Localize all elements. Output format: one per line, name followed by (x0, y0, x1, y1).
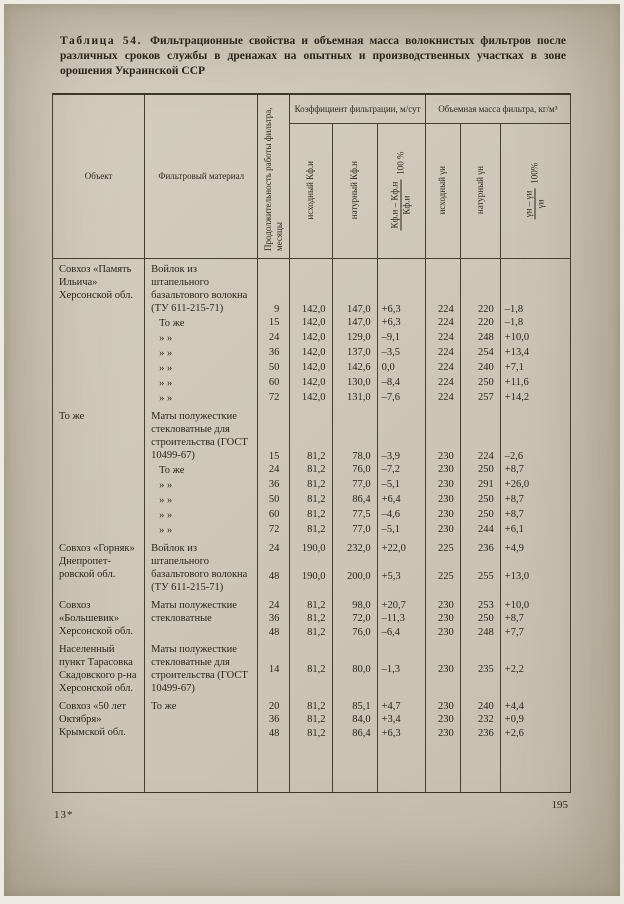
cell-gp: +2,6 (500, 727, 570, 740)
spacer-row (53, 740, 571, 793)
kf-delta-denominator: Кф.и (401, 195, 412, 215)
cell-material-ditto: » » (145, 523, 258, 538)
cell-gp: +4,4 (500, 696, 570, 713)
kf-delta-factor: 100 % (395, 151, 406, 175)
mass-initial-rotated-label: исходный γи (437, 165, 448, 214)
spacer-cell (332, 740, 377, 793)
cell-gp: –1,8 (500, 316, 570, 331)
cell-months: 36 (258, 346, 290, 361)
spacer-cell (290, 740, 332, 793)
cell-kfn: 77,5 (332, 508, 377, 523)
cell-object: Населенный пункт Тарасовка Скадовского р-на Херсонской обл. (53, 639, 145, 696)
spacer-cell (425, 740, 460, 793)
page-number: 195 (551, 799, 568, 811)
kf-initial-rotated-label: исходный Кф.и (305, 160, 316, 219)
cell-kfp: +4,7 (377, 696, 425, 713)
cell-gi: 230 (425, 696, 460, 713)
cell-months: 72 (258, 391, 290, 406)
cell-gn: 220 (460, 316, 500, 331)
cell-gn: 291 (460, 478, 500, 493)
spacer-cell (377, 740, 425, 793)
cell-kfi: 142,0 (290, 331, 332, 346)
cell-object: Совхоз «Память Ильича» Херсонской обл. (53, 259, 145, 407)
cell-kfp: –8,4 (377, 376, 425, 391)
table-body (53, 259, 571, 793)
cell-gi: 230 (425, 463, 460, 478)
cell-kfp: –3,9 (377, 406, 425, 463)
cell-months: 48 (258, 570, 290, 595)
cell-gp: +13,0 (500, 570, 570, 595)
cell-gn: 254 (460, 346, 500, 361)
spacer-cell (145, 740, 258, 793)
cell-kfi: 142,0 (290, 376, 332, 391)
cell-gi: 230 (425, 493, 460, 508)
cell-gi: 225 (425, 570, 460, 595)
col-header-mass-group: Объемная масса фильтра, кг/м³ (425, 94, 570, 124)
cell-gn: 244 (460, 523, 500, 538)
cell-kfn: 86,4 (332, 727, 377, 740)
page-footer (54, 799, 568, 821)
cell-kfn: 85,1 (332, 696, 377, 713)
cell-months: 48 (258, 727, 290, 740)
cell-material: Войлок из штапельного базальтового волокна (ТУ 611-215-71) (145, 538, 258, 595)
cell-gp: +8,7 (500, 463, 570, 478)
duration-rotated-label: Продолжительность работы фильтра, месяцы (262, 107, 284, 252)
cell-object: То же (53, 406, 145, 538)
cell-kfn: 86,4 (332, 493, 377, 508)
cell-months: 15 (258, 406, 290, 463)
cell-gi: 230 (425, 523, 460, 538)
col-header-kf-natural (332, 124, 377, 259)
cell-gi: 224 (425, 259, 460, 317)
signature-mark: 13* (54, 809, 74, 821)
cell-gp: +7,1 (500, 361, 570, 376)
cell-gi: 230 (425, 639, 460, 696)
cell-kfi: 190,0 (290, 538, 332, 570)
cell-gn: 236 (460, 538, 500, 570)
cell-kfp: –1,3 (377, 639, 425, 696)
cell-material-ditto: То же (145, 463, 258, 478)
cell-kfn: 200,0 (332, 570, 377, 595)
cell-gi: 224 (425, 331, 460, 346)
table-row (53, 406, 571, 463)
cell-material-ditto: » » (145, 478, 258, 493)
mass-delta-numerator: γн – γи (523, 190, 534, 218)
col-header-mass-delta (500, 124, 570, 259)
scanned-book-page (4, 4, 620, 896)
cell-gp: +11,6 (500, 376, 570, 391)
kf-delta-fraction (390, 151, 413, 230)
mass-delta-denominator: γи (535, 199, 546, 209)
cell-kfn: 80,0 (332, 639, 377, 696)
cell-kfi: 190,0 (290, 570, 332, 595)
cell-gn: 248 (460, 626, 500, 639)
cell-months: 15 (258, 316, 290, 331)
kf-delta-numerator: Кф.и – Кф.н (389, 181, 400, 229)
cell-months: 20 (258, 696, 290, 713)
cell-months: 50 (258, 493, 290, 508)
table-row (53, 538, 571, 570)
cell-gn: 250 (460, 508, 500, 523)
cell-gp: +13,4 (500, 346, 570, 361)
cell-gn: 255 (460, 570, 500, 595)
cell-months: 24 (258, 463, 290, 478)
cell-kfi: 81,2 (290, 493, 332, 508)
cell-months: 36 (258, 612, 290, 625)
cell-kfi: 81,2 (290, 508, 332, 523)
cell-kfi: 81,2 (290, 478, 332, 493)
cell-kfn: 147,0 (332, 316, 377, 331)
data-table (52, 93, 571, 793)
cell-gn: 224 (460, 406, 500, 463)
col-header-kf-group: Коэффициент фильтрации, м/сут (290, 94, 425, 124)
table-caption: Фильтрационные свойства и объемная масса волокнистых фильтров после различных сроков службы в дренажах на опытных и производственных участках в зоне орошения Украинской ССР (60, 35, 566, 77)
cell-material: То же (145, 696, 258, 740)
cell-gp: +6,1 (500, 523, 570, 538)
cell-gn: 235 (460, 639, 500, 696)
cell-gn: 240 (460, 696, 500, 713)
cell-kfn: 77,0 (332, 523, 377, 538)
cell-material: Маты полужесткие стекловатные для строительства (ГОСТ 10499-67) (145, 639, 258, 696)
cell-gp: +8,7 (500, 612, 570, 625)
cell-gp: +10,0 (500, 595, 570, 612)
cell-kfp: –7,2 (377, 463, 425, 478)
table-row (53, 639, 571, 696)
cell-months: 60 (258, 376, 290, 391)
cell-gi: 230 (425, 727, 460, 740)
cell-kfi: 81,2 (290, 639, 332, 696)
cell-months: 48 (258, 626, 290, 639)
cell-gn: 257 (460, 391, 500, 406)
cell-gn: 250 (460, 376, 500, 391)
spacer-cell (500, 740, 570, 793)
cell-gn: 250 (460, 612, 500, 625)
cell-kfi: 142,0 (290, 361, 332, 376)
cell-gp: –2,6 (500, 406, 570, 463)
cell-gn: 240 (460, 361, 500, 376)
spacer-cell (258, 740, 290, 793)
cell-kfn: 130,0 (332, 376, 377, 391)
cell-material: Маты полужесткие стекловатные для строительства (ГОСТ 10499-67) (145, 406, 258, 463)
cell-material-ditto: » » (145, 331, 258, 346)
cell-months: 24 (258, 595, 290, 612)
mass-delta-fraction (524, 163, 547, 220)
col-header-mass-initial (425, 124, 460, 259)
cell-kfp: +6,3 (377, 727, 425, 740)
cell-months: 24 (258, 331, 290, 346)
cell-gp: +0,9 (500, 713, 570, 726)
cell-material: Маты полужесткие стекловатные (145, 595, 258, 639)
cell-gp: +8,7 (500, 508, 570, 523)
cell-material-ditto: » » (145, 391, 258, 406)
cell-kfn: 98,0 (332, 595, 377, 612)
cell-gn: 253 (460, 595, 500, 612)
cell-kfn: 76,0 (332, 626, 377, 639)
col-header-material: Фильтровый материал (145, 94, 258, 259)
cell-months: 14 (258, 639, 290, 696)
cell-kfi: 81,2 (290, 612, 332, 625)
cell-kfp: +20,7 (377, 595, 425, 612)
cell-gp: +4,9 (500, 538, 570, 570)
spacer-cell (460, 740, 500, 793)
cell-kfp: –7,6 (377, 391, 425, 406)
table-title (60, 34, 566, 79)
cell-gi: 225 (425, 538, 460, 570)
table-row (53, 259, 571, 317)
cell-kfn: 76,0 (332, 463, 377, 478)
cell-gn: 232 (460, 713, 500, 726)
cell-kfi: 81,2 (290, 713, 332, 726)
spacer-cell (53, 740, 145, 793)
cell-gi: 230 (425, 478, 460, 493)
col-header-object: Объект (53, 94, 145, 259)
cell-material-ditto: » » (145, 493, 258, 508)
cell-kfn: 131,0 (332, 391, 377, 406)
cell-kfp: 0,0 (377, 361, 425, 376)
cell-kfi: 81,2 (290, 406, 332, 463)
cell-gi: 224 (425, 361, 460, 376)
cell-months: 36 (258, 478, 290, 493)
cell-kfn: 84,0 (332, 713, 377, 726)
col-header-kf-initial (290, 124, 332, 259)
cell-months: 72 (258, 523, 290, 538)
cell-months: 36 (258, 713, 290, 726)
cell-kfn: 147,0 (332, 259, 377, 317)
cell-gp: +14,2 (500, 391, 570, 406)
cell-kfn: 232,0 (332, 538, 377, 570)
cell-kfi: 142,0 (290, 391, 332, 406)
table-header (53, 94, 571, 259)
cell-kfn: 129,0 (332, 331, 377, 346)
cell-kfn: 137,0 (332, 346, 377, 361)
table-number: Таблица 54. (60, 35, 143, 47)
cell-gp: +7,7 (500, 626, 570, 639)
cell-material-ditto: » » (145, 508, 258, 523)
cell-gp: +2,2 (500, 639, 570, 696)
cell-months: 50 (258, 361, 290, 376)
cell-gi: 224 (425, 346, 460, 361)
cell-gn: 250 (460, 493, 500, 508)
cell-gi: 230 (425, 406, 460, 463)
cell-gp: +8,7 (500, 493, 570, 508)
cell-material: Войлок из штапельного базальтового волокна (ТУ 611-215-71) (145, 259, 258, 317)
cell-object: Совхоз «Горняк» Днепропетровской обл. (53, 538, 145, 595)
cell-kfi: 81,2 (290, 626, 332, 639)
col-header-duration (258, 94, 290, 259)
col-header-mass-natural (460, 124, 500, 259)
cell-kfp: +6,3 (377, 259, 425, 317)
cell-kfi: 81,2 (290, 595, 332, 612)
cell-kfp: –5,1 (377, 478, 425, 493)
mass-delta-factor: 100% (530, 162, 541, 184)
cell-gp: +10,0 (500, 331, 570, 346)
cell-kfp: +6,3 (377, 316, 425, 331)
mass-natural-rotated-label: натурный γн (474, 165, 485, 214)
cell-kfi: 142,0 (290, 259, 332, 317)
cell-material-ditto: » » (145, 376, 258, 391)
cell-kfi: 81,2 (290, 463, 332, 478)
kf-natural-rotated-label: натурный Кф.н (349, 160, 360, 219)
cell-gi: 230 (425, 612, 460, 625)
col-header-kf-delta (377, 124, 425, 259)
cell-months: 60 (258, 508, 290, 523)
table-row (53, 696, 571, 713)
cell-kfn: 72,0 (332, 612, 377, 625)
cell-kfp: –5,1 (377, 523, 425, 538)
table-row (53, 595, 571, 612)
cell-kfp: –3,5 (377, 346, 425, 361)
cell-kfp: –9,1 (377, 331, 425, 346)
cell-gi: 230 (425, 713, 460, 726)
cell-gi: 224 (425, 316, 460, 331)
cell-gi: 224 (425, 391, 460, 406)
cell-kfi: 81,2 (290, 727, 332, 740)
cell-object: Совхоз «Большевик» Херсонской обл. (53, 595, 145, 639)
cell-gi: 230 (425, 626, 460, 639)
cell-months: 9 (258, 259, 290, 317)
cell-kfp: –6,4 (377, 626, 425, 639)
cell-kfn: 78,0 (332, 406, 377, 463)
cell-gn: 236 (460, 727, 500, 740)
cell-kfp: +3,4 (377, 713, 425, 726)
cell-kfi: 142,0 (290, 316, 332, 331)
cell-material-ditto: » » (145, 346, 258, 361)
cell-gn: 250 (460, 463, 500, 478)
cell-kfn: 142,6 (332, 361, 377, 376)
cell-kfp: +6,4 (377, 493, 425, 508)
cell-kfn: 77,0 (332, 478, 377, 493)
cell-material-ditto: То же (145, 316, 258, 331)
cell-months: 24 (258, 538, 290, 570)
cell-kfi: 142,0 (290, 346, 332, 361)
cell-gp: –1,8 (500, 259, 570, 317)
cell-material-ditto: » » (145, 361, 258, 376)
cell-kfp: –4,6 (377, 508, 425, 523)
cell-kfp: +22,0 (377, 538, 425, 570)
cell-gn: 248 (460, 331, 500, 346)
cell-gi: 224 (425, 376, 460, 391)
cell-kfi: 81,2 (290, 696, 332, 713)
cell-gi: 230 (425, 508, 460, 523)
cell-kfi: 81,2 (290, 523, 332, 538)
cell-kfp: +5,3 (377, 570, 425, 595)
cell-object: Совхоз «50 лет Октября» Крымской обл. (53, 696, 145, 740)
cell-gn: 220 (460, 259, 500, 317)
cell-kfp: –11,3 (377, 612, 425, 625)
cell-gp: +26,0 (500, 478, 570, 493)
cell-gi: 230 (425, 595, 460, 612)
